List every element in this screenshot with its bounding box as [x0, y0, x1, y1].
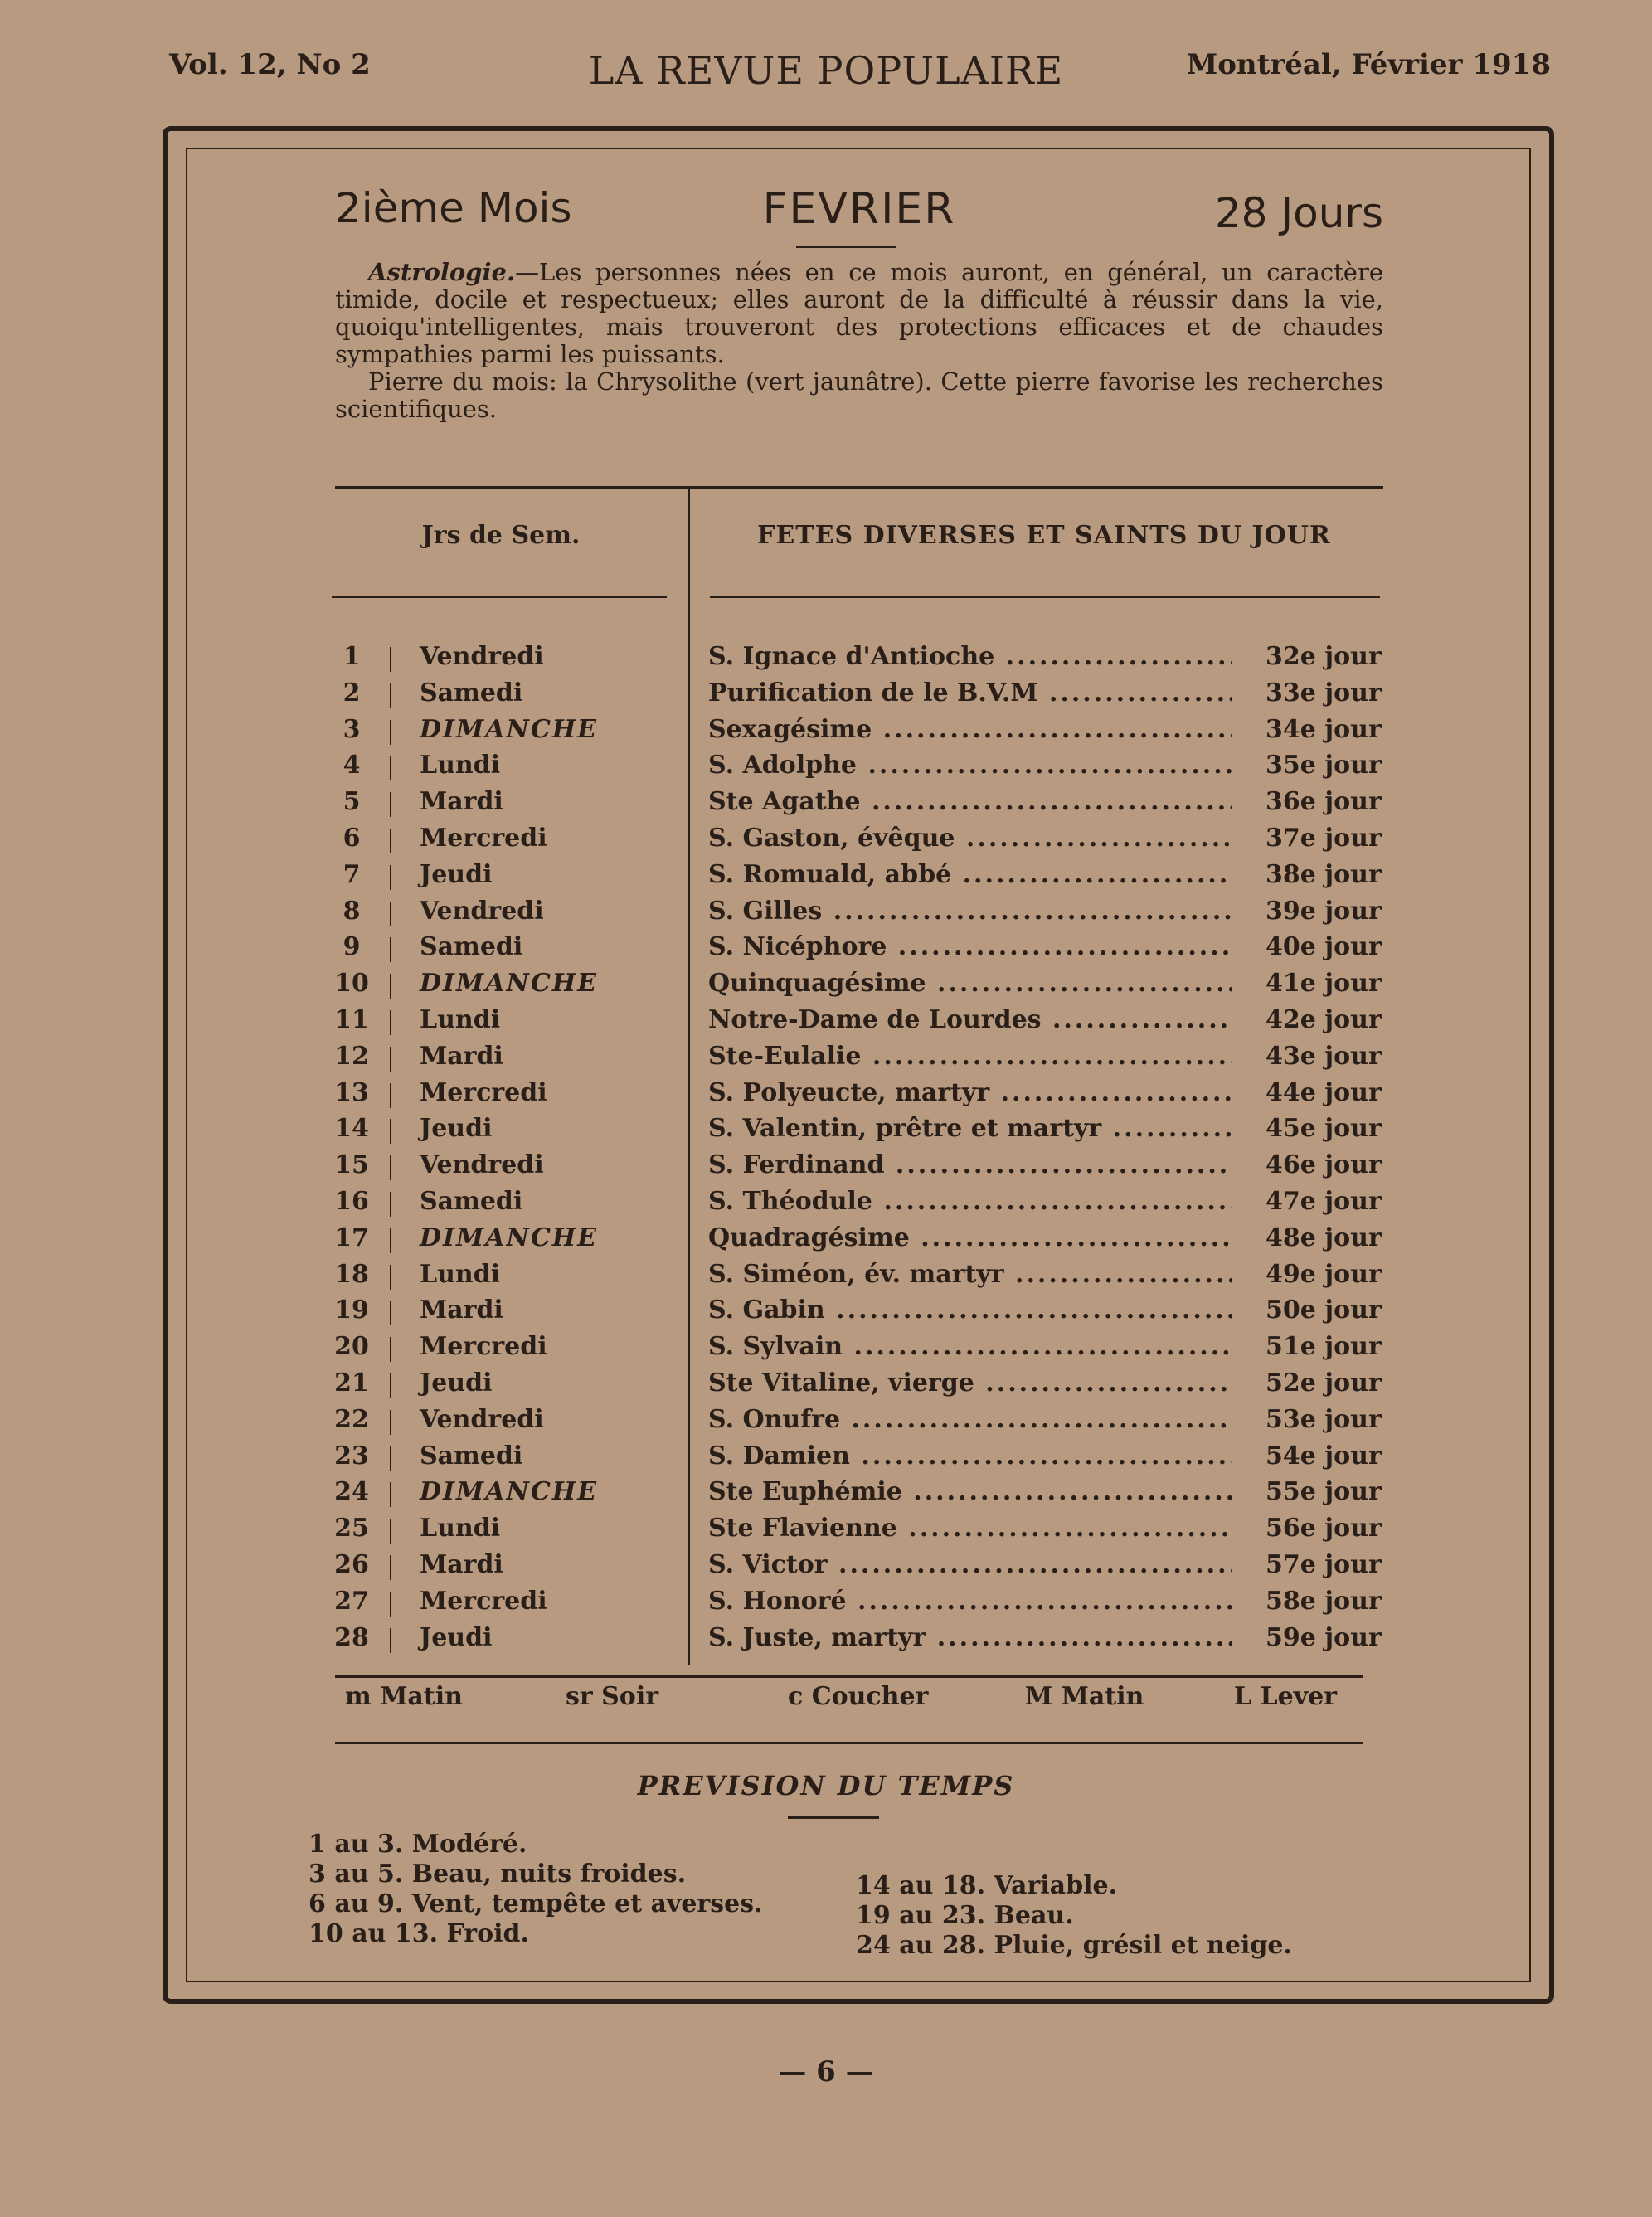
day-separator [390, 1155, 391, 1180]
day-of-year: 39e jour [1266, 896, 1382, 926]
day-separator [390, 865, 391, 890]
day-number: 4 [343, 751, 361, 780]
day-number: 19 [334, 1296, 369, 1325]
weekday: DIMANCHE [420, 1477, 599, 1507]
day-number: 12 [334, 1041, 369, 1071]
legend-item: c Coucher [788, 1682, 929, 1711]
day-separator [390, 647, 391, 672]
day-separator [390, 1628, 391, 1653]
day-of-year: 56e jour [1266, 1514, 1382, 1544]
forecast-left-column [309, 1830, 763, 1949]
forecast-line: 24 au 28. Pluie, grésil et neige. [856, 1931, 1292, 1960]
day-row [323, 678, 1393, 715]
day-row [323, 1369, 1393, 1405]
day-row [323, 932, 1393, 969]
day-separator [390, 756, 391, 780]
day-of-year: 32e jour [1266, 642, 1382, 671]
day-row [323, 642, 1393, 678]
magazine-title: LA REVUE POPULAIRE [588, 48, 1064, 93]
day-number: 9 [343, 932, 361, 962]
legend [335, 1682, 1363, 1724]
day-separator [390, 829, 391, 853]
day-number: 7 [343, 859, 361, 889]
forecast-line: 19 au 23. Beau. [856, 1901, 1074, 1930]
birthstone-paragraph: Pierre du mois: la Chrysolithe (vert jaunâtre). Cette pierre favorise les recherches scientifiques. [335, 367, 1383, 423]
day-row [323, 715, 1393, 751]
weekday: Vendredi [420, 1404, 544, 1434]
day-number: 20 [334, 1332, 369, 1362]
weekday: DIMANCHE [420, 969, 599, 999]
forecast-right-column [856, 1871, 1292, 1961]
day-row [323, 1260, 1393, 1296]
column-header-feasts: FETES DIVERSES ET SAINTS DU JOUR [757, 521, 1331, 550]
day-number: 21 [334, 1368, 369, 1398]
day-separator [390, 1083, 391, 1108]
weekday: Mercredi [420, 823, 547, 853]
day-of-year: 35e jour [1266, 751, 1382, 780]
day-number: 8 [343, 896, 361, 926]
month-underline [796, 246, 896, 248]
day-number: 13 [334, 1077, 369, 1107]
day-number: 16 [334, 1186, 369, 1216]
weekday: Lundi [420, 1259, 501, 1289]
saint-of-day: Ste Vitaline, vierge ..... [708, 1369, 1232, 1398]
day-row [323, 1477, 1393, 1514]
day-separator [390, 902, 391, 926]
saint-of-day: S. Siméon, év. martyr ..... [708, 1260, 1232, 1289]
day-separator [390, 792, 391, 817]
day-separator [390, 1482, 391, 1507]
day-number: 24 [334, 1477, 369, 1507]
day-separator [390, 974, 391, 999]
day-separator [390, 1047, 391, 1072]
day-of-year: 52e jour [1266, 1368, 1382, 1398]
header-rule-left [332, 596, 667, 598]
day-number: 25 [334, 1514, 369, 1544]
column-header-weekday: Jrs de Sem. [421, 521, 581, 550]
saint-of-day: Ste Agathe ..... [708, 787, 1232, 816]
day-number: 27 [334, 1586, 369, 1616]
legend-item: L Lever [1234, 1682, 1338, 1711]
day-separator [390, 720, 391, 745]
place-date: Montréal, Février 1918 [1186, 48, 1551, 81]
saint-of-day: S. Valentin, prêtre et martyr ..... [708, 1114, 1232, 1143]
weekday: Samedi [420, 932, 523, 962]
weekday: Samedi [420, 678, 523, 707]
day-number: 2 [343, 678, 361, 707]
weekday: Samedi [420, 1441, 523, 1471]
legend-rule [335, 1742, 1363, 1744]
legend-item: M Matin [1025, 1682, 1144, 1711]
forecast-line: 3 au 5. Beau, nuits froides. [309, 1860, 687, 1889]
weekday: DIMANCHE [420, 1223, 599, 1252]
day-of-year: 58e jour [1266, 1586, 1382, 1616]
day-number: 3 [343, 714, 361, 744]
day-number: 26 [334, 1549, 369, 1579]
weekday: Jeudi [420, 859, 493, 889]
day-number: 15 [334, 1150, 369, 1180]
forecast-underline [788, 1816, 879, 1819]
month-header [335, 184, 1383, 237]
saint-of-day: S. Théodule ..... [708, 1187, 1232, 1216]
month-name: FEVRIER [762, 184, 956, 234]
day-of-year: 57e jour [1266, 1549, 1382, 1579]
saint-of-day: Ste Flavienne ..... [708, 1514, 1232, 1543]
saint-of-day: S. Gaston, évêque ..... [708, 824, 1232, 853]
day-row [323, 1550, 1393, 1587]
day-number: 18 [334, 1259, 369, 1289]
saint-of-day: S. Romuald, abbé ..... [708, 860, 1232, 889]
day-of-year: 43e jour [1266, 1041, 1382, 1071]
day-separator [390, 1010, 391, 1035]
weekday: Lundi [420, 1004, 501, 1034]
astrology-label: Astrologie. [368, 258, 516, 286]
day-row [323, 1587, 1393, 1623]
day-row [323, 897, 1393, 933]
saint-of-day: Purification de le B.V.M ..... [708, 678, 1232, 707]
day-row [323, 1296, 1393, 1332]
day-number: 23 [334, 1441, 369, 1471]
saint-of-day: Quinquagésime ..... [708, 969, 1232, 998]
month-days-count: 28 Jours [1214, 189, 1383, 237]
day-of-year: 33e jour [1266, 678, 1382, 707]
weekday: Jeudi [420, 1622, 493, 1652]
weekday: Vendredi [420, 896, 544, 926]
day-row [323, 1005, 1393, 1042]
day-of-year: 47e jour [1266, 1186, 1382, 1216]
saint-of-day: Ste-Eulalie ..... [708, 1042, 1232, 1071]
weekday: Mardi [420, 1041, 503, 1071]
day-of-year: 42e jour [1266, 1004, 1382, 1034]
day-row [323, 1187, 1393, 1223]
day-of-year: 55e jour [1266, 1477, 1382, 1507]
saint-of-day: S. Ferdinand ..... [708, 1150, 1232, 1179]
astrology-section [335, 259, 1383, 423]
day-row [323, 824, 1393, 860]
day-number: 17 [334, 1223, 369, 1252]
month-ordinal: 2ième Mois [335, 184, 572, 232]
weekday: Mardi [420, 787, 503, 817]
weekday: Mercredi [420, 1586, 547, 1616]
saint-of-day: Quadragésime ..... [708, 1223, 1232, 1252]
table-top-rule [335, 486, 1383, 489]
day-of-year: 53e jour [1266, 1404, 1382, 1434]
legend-item: m Matin [345, 1682, 463, 1711]
day-row [323, 1514, 1393, 1550]
day-of-year: 46e jour [1266, 1150, 1382, 1180]
header-rule-right [710, 596, 1380, 598]
day-number: 5 [343, 787, 361, 817]
day-separator [390, 937, 391, 962]
day-separator [390, 1373, 391, 1398]
day-separator [390, 1555, 391, 1580]
weekday: Mardi [420, 1549, 503, 1579]
day-of-year: 44e jour [1266, 1077, 1382, 1107]
day-number: 28 [334, 1622, 369, 1652]
day-row [323, 1332, 1393, 1369]
forecast-line: 6 au 9. Vent, tempête et averses. [309, 1889, 763, 1918]
astrology-text: —Les personnes nées en ce mois auront, en général, un caractère timide, docile et respectueux; elles auront de la difficulté à réussir dans la vie, quoiqu'intelligentes, mais trouveront des protections efficaces et de chaudes sympathies parmi les puissants. [335, 258, 1383, 368]
weekday: Vendredi [420, 1150, 544, 1180]
day-row [323, 1405, 1393, 1442]
forecast-line: 10 au 13. Froid. [309, 1919, 529, 1948]
saint-of-day: Notre-Dame de Lourdes ..... [708, 1005, 1232, 1034]
weekday: Mercredi [420, 1332, 547, 1362]
weekday: DIMANCHE [420, 714, 599, 744]
day-of-year: 37e jour [1266, 823, 1382, 853]
day-of-year: 41e jour [1266, 969, 1382, 999]
forecast-line: 1 au 3. Modéré. [309, 1830, 527, 1859]
day-number: 14 [334, 1114, 369, 1144]
legend-item: sr Soir [566, 1682, 659, 1711]
day-number: 10 [334, 969, 369, 999]
day-separator [390, 1265, 391, 1290]
day-separator [390, 1446, 391, 1471]
saint-of-day: Ste Euphémie ..... [708, 1477, 1232, 1506]
saint-of-day: S. Gabin ..... [708, 1296, 1232, 1325]
saint-of-day: S. Ignace d'Antioche ..... [708, 642, 1232, 671]
day-row [323, 1623, 1393, 1660]
day-number: 1 [343, 642, 361, 671]
day-of-year: 40e jour [1266, 932, 1382, 962]
day-separator [390, 1410, 391, 1435]
weekday: Jeudi [420, 1368, 493, 1398]
table-bottom-rule [335, 1675, 1363, 1678]
day-of-year: 38e jour [1266, 859, 1382, 889]
day-of-year: 34e jour [1266, 714, 1382, 744]
astrology-paragraph [335, 259, 1383, 368]
weekday: Vendredi [420, 642, 544, 671]
weekday: Lundi [420, 1514, 501, 1544]
day-of-year: 48e jour [1266, 1223, 1382, 1252]
weekday: Samedi [420, 1186, 523, 1216]
saint-of-day: S. Polyeucte, martyr ..... [708, 1078, 1232, 1107]
day-row [323, 1150, 1393, 1187]
day-row [323, 787, 1393, 824]
day-separator [390, 1192, 391, 1217]
day-of-year: 54e jour [1266, 1441, 1382, 1471]
weekday: Lundi [420, 751, 501, 780]
day-row [323, 1042, 1393, 1078]
day-of-year: 51e jour [1266, 1332, 1382, 1362]
saint-of-day: S. Onufre ..... [708, 1405, 1232, 1434]
day-of-year: 59e jour [1266, 1622, 1382, 1652]
day-of-year: 45e jour [1266, 1114, 1382, 1144]
saint-of-day: S. Victor ..... [708, 1550, 1232, 1579]
saint-of-day: S. Nicéphore ..... [708, 932, 1232, 961]
saint-of-day: S. Honoré ..... [708, 1587, 1232, 1616]
day-separator [390, 1228, 391, 1253]
saint-of-day: Sexagésime ..... [708, 715, 1232, 744]
day-separator [390, 1592, 391, 1617]
day-of-year: 36e jour [1266, 787, 1382, 817]
forecast-title: PREVISION DU TEMPS [637, 1770, 1015, 1801]
day-row [323, 751, 1393, 787]
day-separator [390, 1337, 391, 1362]
day-separator [390, 1119, 391, 1144]
saint-of-day: S. Damien ..... [708, 1442, 1232, 1471]
saint-of-day: S. Adolphe ..... [708, 751, 1232, 780]
day-separator [390, 1519, 391, 1544]
day-row [323, 1223, 1393, 1260]
day-separator [390, 683, 391, 708]
day-number: 11 [334, 1004, 369, 1034]
saint-of-day: S. Gilles ..... [708, 897, 1232, 926]
volume-number: Vol. 12, No 2 [169, 48, 371, 81]
day-row [323, 1114, 1393, 1150]
day-row [323, 1442, 1393, 1478]
day-separator [390, 1301, 391, 1325]
day-row [323, 969, 1393, 1005]
day-row [323, 1078, 1393, 1115]
day-number: 6 [343, 823, 361, 853]
page-number: — 6 — [778, 2055, 874, 2088]
day-number: 22 [334, 1404, 369, 1434]
weekday: Mardi [420, 1296, 503, 1325]
forecast-line: 14 au 18. Variable. [856, 1871, 1118, 1900]
day-row [323, 860, 1393, 897]
saint-of-day: S. Sylvain ..... [708, 1332, 1232, 1361]
weekday: Mercredi [420, 1077, 547, 1107]
saint-of-day: S. Juste, martyr ..... [708, 1623, 1232, 1652]
weekday: Jeudi [420, 1114, 493, 1144]
calendar-days [323, 642, 1393, 1659]
day-of-year: 49e jour [1266, 1259, 1382, 1289]
day-of-year: 50e jour [1266, 1296, 1382, 1325]
